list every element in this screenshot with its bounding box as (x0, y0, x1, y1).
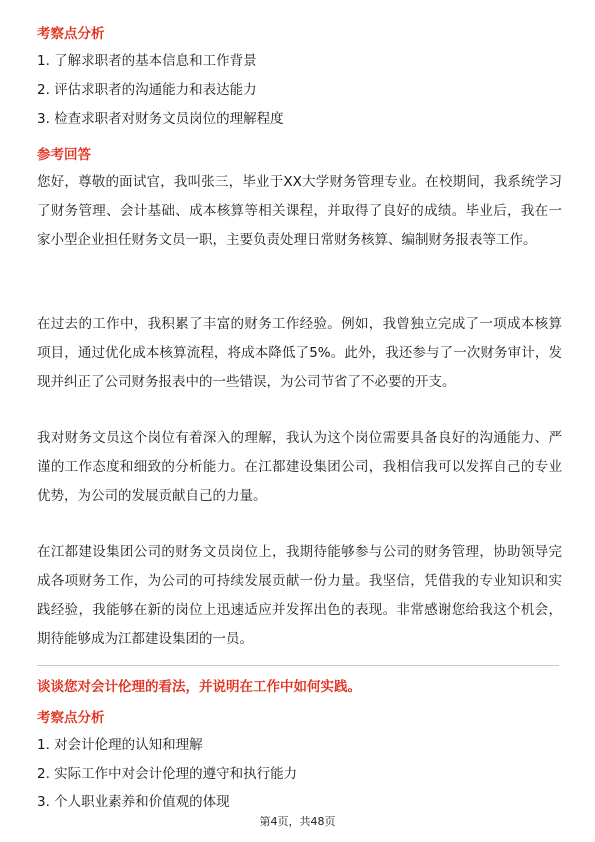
answer-paragraph-1: 您好，尊敬的面试官，我叫张三，毕业于XX大学财务管理专业。在校期间，我系统学习了财务管理、会计基础、成本核算等相关课程，并取得了良好的成绩。毕业后，我在一家小型企业担任财务文员一职，主要负责处理日常财务核算、编制财务报表等工作。 (37, 174, 562, 248)
page-number: 第4页，共48页 (259, 815, 336, 828)
section-divider (37, 665, 559, 666)
analysis-point-2-1: 1. 对会计伦理的认知和理解 (37, 737, 203, 753)
question-title: 谈谈您对会计伦理的看法，并说明在工作中如何实践。 (37, 679, 361, 695)
answer-paragraph-2: 在过去的工作中，我积累了丰富的财务工作经验。例如，我曾独立完成了一项成本核算项目，通过优化成本核算流程，将成本降低了5%。此外，我还参与了一次财务审计，发现并纠正了公司财务报表中的一些错误，为公司节省了不必要的开支。 (37, 316, 562, 390)
analysis-point-1: 1. 了解求职者的基本信息和工作背景 (37, 53, 257, 69)
analysis-heading: 考察点分析 (37, 26, 105, 42)
analysis-point-3: 3. 检查求职者对财务文员岗位的理解程度 (37, 111, 284, 127)
analysis-heading-2: 考察点分析 (37, 710, 105, 726)
analysis-point-2: 2. 评估求职者的沟通能力和表达能力 (37, 82, 257, 98)
answer-heading: 参考回答 (37, 147, 91, 163)
analysis-point-2-3: 3. 个人职业素养和价值观的体现 (37, 794, 230, 810)
answer-paragraph-3: 我对财务文员这个岗位有着深入的理解，我认为这个岗位需要具备良好的沟通能力、严谨的工作态度和细致的分析能力。在江都建设集团公司，我相信我可以发挥自己的专业优势，为公司的发展贡献自己的力量。 (37, 430, 562, 504)
analysis-point-2-2: 2. 实际工作中对会计伦理的遵守和执行能力 (37, 766, 298, 782)
answer-paragraph-4: 在江都建设集团公司的财务文员岗位上，我期待能够参与公司的财务管理，协助领导完成各项财务工作，为公司的可持续发展贡献一份力量。我坚信，凭借我的专业知识和实践经验，我能够在新的岗位上迅速适应并发挥出色的表现。非常感谢您给我这个机会，期待能够成为江都建设集团的一员。 (37, 544, 562, 647)
